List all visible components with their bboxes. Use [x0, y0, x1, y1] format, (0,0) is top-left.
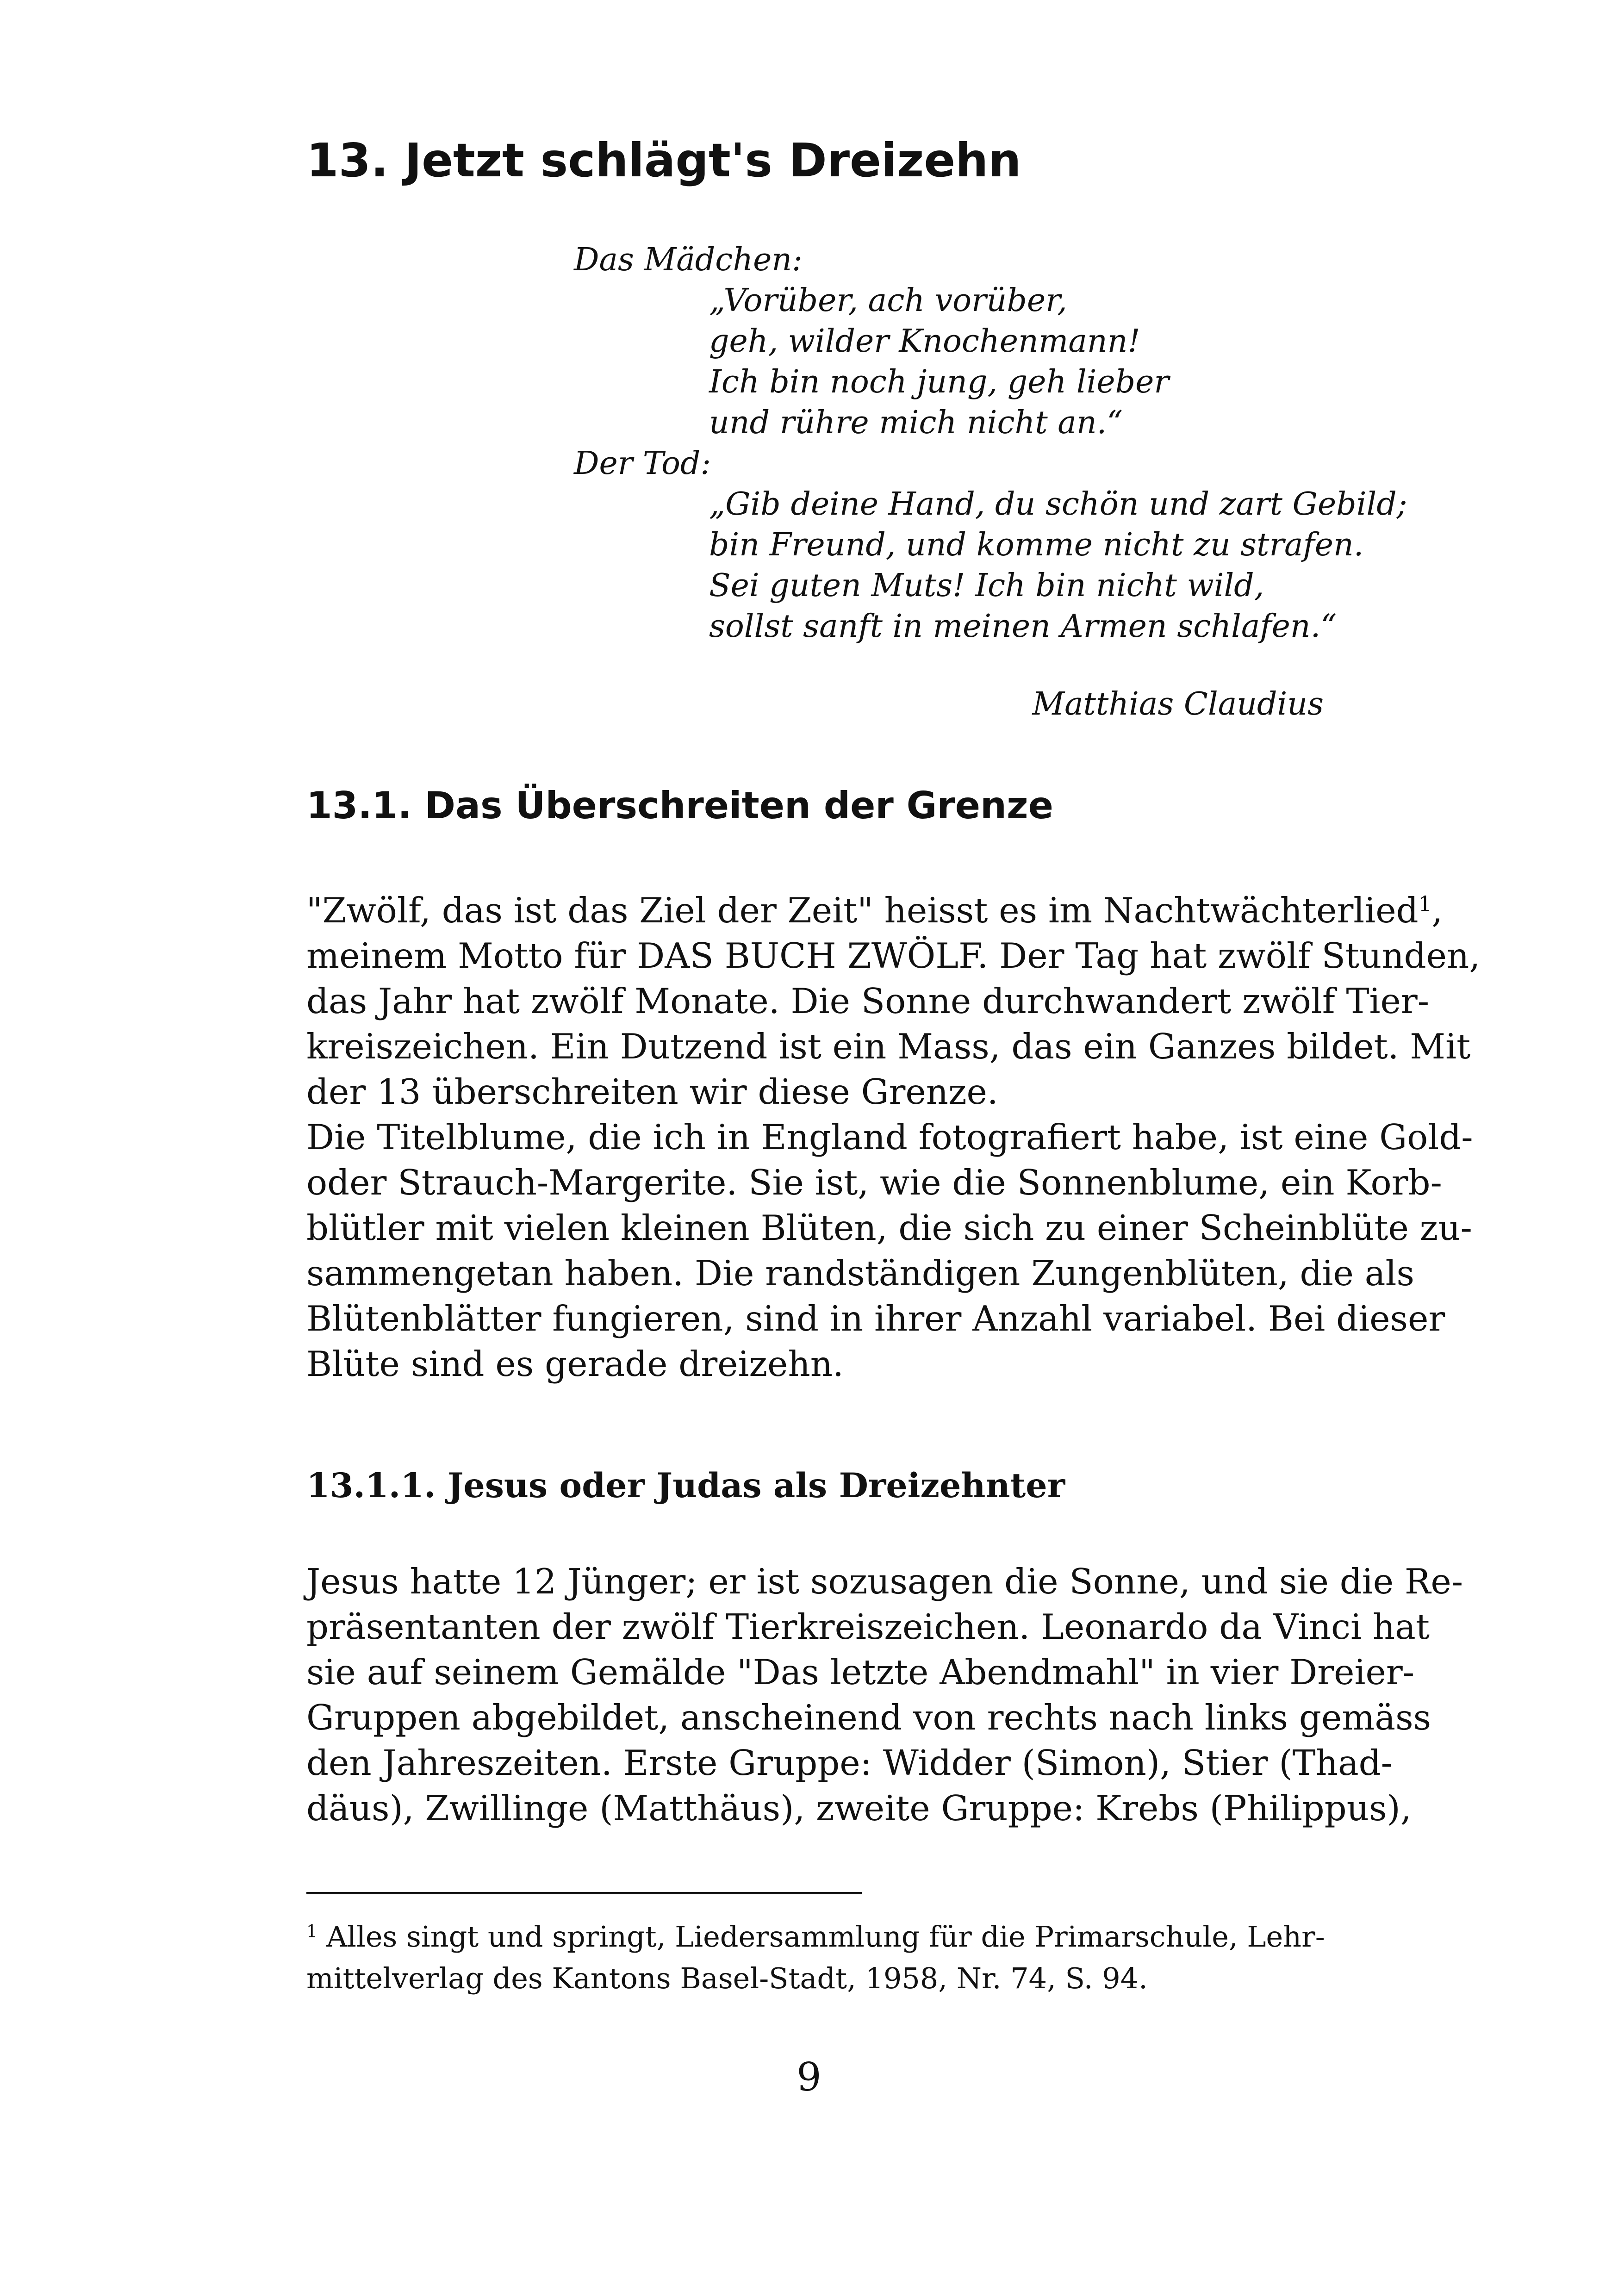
paragraph-line: däus), Zwillinge (Matthäus), zweite Gruppe: Krebs (Philippus), — [306, 1788, 1412, 1829]
paragraph-line: Blütenblätter fungieren, sind in ihrer Anzahl variabel. Bei dieser — [306, 1298, 1445, 1339]
paragraph-line-text: "Zwölf, das ist das Ziel der Zeit" heisst es im Nachtwächterlied — [306, 890, 1419, 931]
poem-verse: geh, wilder Knochenmann! — [709, 323, 1140, 360]
footnote-line — [306, 1916, 1325, 1958]
section-title: 13.1. Das Überschreiten der Grenze — [306, 784, 1053, 827]
page-number: 9 — [797, 2054, 821, 2100]
subsection-body — [306, 1559, 1463, 1831]
paragraph-line: meinem Motto für DAS BUCH ZWÖLF. Der Tag hat zwölf Stunden, — [306, 935, 1481, 976]
poem-speaker-tod: Der Tod: — [574, 445, 711, 482]
paragraph-line: blütler mit vielen kleinen Blüten, die sich zu einer Scheinblüte zu- — [306, 1207, 1472, 1248]
paragraph-line: oder Strauch-Margerite. Sie ist, wie die Sonnenblume, ein Korb- — [306, 1162, 1442, 1203]
poem-verse: „Vorüber, ach vorüber, — [709, 282, 1067, 319]
poem-verse: und rühre mich nicht an.“ — [709, 404, 1123, 441]
poem-author: Matthias Claudius — [1032, 686, 1324, 722]
epigraph-poem — [574, 240, 1407, 725]
footnote-number: 1 — [306, 1921, 317, 1941]
paragraph-line: das Jahr hat zwölf Monate. Die Sonne durchwandert zwölf Tier- — [306, 981, 1430, 1021]
footnote-divider — [306, 1892, 862, 1894]
paragraph-line: der 13 überschreiten wir diese Grenze. — [306, 1071, 998, 1112]
poem-verse: sollst sanft in meinen Armen schlafen.“ — [709, 608, 1337, 645]
section-body — [306, 888, 1481, 1387]
paragraph-line: präsentanten der zwölf Tierkreiszeichen. Leonardo da Vinci hat — [306, 1606, 1430, 1647]
poem-verse: Sei guten Muts! Ich bin nicht wild, — [709, 567, 1264, 604]
paragraph-line: Die Titelblume, die ich in England fotografiert habe, ist eine Gold- — [306, 1117, 1473, 1157]
paragraph-line — [306, 888, 1443, 933]
paragraph-line: Gruppen abgebildet, anscheinend von rechts nach links gemäss — [306, 1697, 1431, 1738]
footnote-reference[interactable]: 1 — [1418, 891, 1432, 916]
poem-verse: „Gib deine Hand, du schön und zart Gebild; — [709, 486, 1407, 523]
poem-speaker-maedchen: Das Mädchen: — [574, 242, 803, 278]
footnote-line: mittelverlag des Kantons Basel-Stadt, 1958, Nr. 74, S. 94. — [306, 1961, 1148, 1995]
paragraph-line: sie auf seinem Gemälde "Das letzte Abendmahl" in vier Dreier- — [306, 1652, 1415, 1692]
footnote — [306, 1916, 1325, 1999]
paragraph-line: sammengetan haben. Die randständigen Zungenblüten, die als — [306, 1253, 1414, 1294]
paragraph-line-text: , — [1431, 890, 1443, 931]
paragraph-line: kreiszeichen. Ein Dutzend ist ein Mass, das ein Ganzes bildet. Mit — [306, 1026, 1471, 1067]
poem-verse: bin Freund, und komme nicht zu strafen. — [709, 527, 1364, 563]
poem-verse: Ich bin noch jung, geh lieber — [709, 364, 1169, 400]
paragraph-line: den Jahreszeiten. Erste Gruppe: Widder (Simon), Stier (Thad- — [306, 1742, 1393, 1783]
chapter-title: 13. Jetzt schlägt's Dreizehn — [306, 133, 1021, 187]
footnote-text: Alles singt und springt, Liedersammlung für die Primarschule, Lehr- — [317, 1920, 1325, 1954]
subsection-title: 13.1.1. Jesus oder Judas als Dreizehnter — [306, 1466, 1065, 1506]
paragraph-line: Jesus hatte 12 Jünger; er ist sozusagen die Sonne, und sie die Re- — [306, 1561, 1463, 1602]
paragraph-line: Blüte sind es gerade dreizehn. — [306, 1344, 844, 1384]
